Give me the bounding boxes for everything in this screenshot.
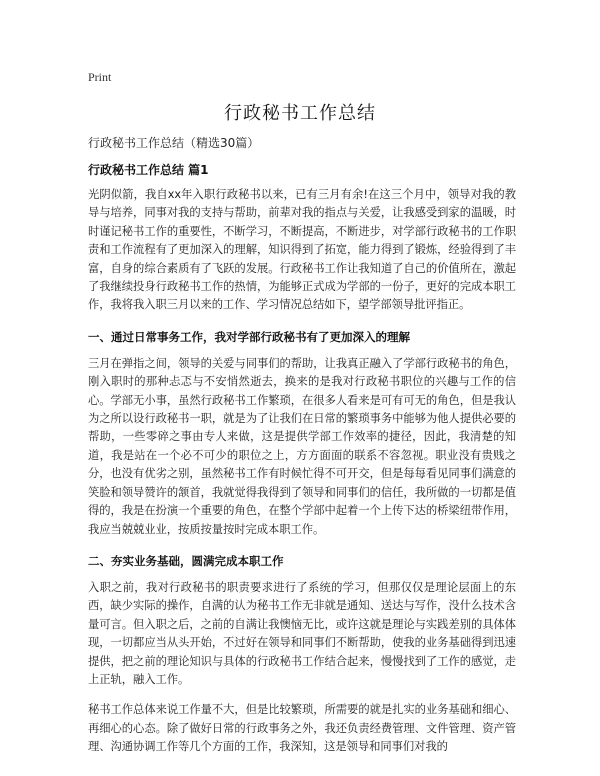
print-label: Print <box>88 70 112 84</box>
heading-two: 二、夯实业务基础，圆满完成本职工作 <box>88 553 284 568</box>
heading-one: 一、通过日常事务工作，我对学部行政秘书有了更加深入的理解 <box>88 329 410 344</box>
document-body <box>88 134 516 769</box>
section-title: 行政秘书工作总结 篇1 <box>88 163 209 177</box>
intro-paragraph: 光阴似箭，我自xx年入职行政秘书以来，已有三月有余!在这三个月中，领导对我的教导与培养，同事对我的支持与帮助，前辈对我的指点与关爱，让我感受到家的温暖，时时谨记秘书工作的重要性，不断学习，不断提高，不断进步，对学部行政秘书的工作职责和工作流程有了更加深入的理解，知识得到了拓宽，能力得到了锻炼，经验得到了丰富，自身的综合素质有了飞跃的发展。行政秘书工作让我知道了自己的价值所在，激起了我继续投身行政秘书工作的热情，为能够正式成为学部的一份子，更好的完成本职工作，我将我入职三月以来的工作、学习情况总结如下，望学部领导批评指正。 <box>88 188 516 312</box>
paragraph-one: 三月在弹指之间，领导的关爱与同事们的帮助，让我真正融入了学部行政秘书的角色，刚入职时的那种忐忑与不安悄然逝去，换来的是我对行政秘书职位的兴趣与工作的信心。学部无小事，虽然行政秘书工作繁琐，在很多人看来是可有可无的角色，但是我认为之所以设行政秘书一职，就是为了让我们在日常的繁琐事务中能够为他人提供必要的帮助，一些零碎之事由专人来做，这是提供学部工作效率的捷径，因此，我清楚的知道，我是站在一个必不可少的职位之上，方方面面的联系不容忽视。职业没有贵贱之分，也没有优劣之别，虽然秘书工作有时候忙得不可开交，但是每每看见同事们满意的笑脸和领导赞许的颔首，我就觉得我得到了领导和同事们的信任，我所做的一切都是值得的，我是在扮演一个重要的角色，在整个学部中起着一个上传下达的桥梁纽带作用，我应当兢兢业业，按质按量按时完成本职工作。 <box>88 356 516 536</box>
paragraph-three: 秘书工作总体来说工作量不大，但是比较繁琐，所需要的就是扎实的业务基础和细心、再细心的心态。除了做好日常的行政事务之外，我还负责经费管理、文件管理、资产管理、沟通协调工作等几个方面的工作，我深知，这是领导和同事们对我的 <box>88 703 516 754</box>
document-subtitle: 行政秘书工作总结（精选30篇） <box>88 136 260 150</box>
paragraph-two: 入职之前，我对行政秘书的职责要求进行了系统的学习，但那仅仅是理论层面上的东西，缺少实际的操作，自满的认为秘书工作无非就是通知、送达与写作，没什么技术含量可言。但入职之后，之前的自满让我懊恼无比，或许这就是理论与实践差别的具体体现，一切都应当从头开始，不过好在领导和同事们不断帮助，使我的业务基础得到迅速提供，把之前的理论知识与具体的行政秘书工作结合起来，慢慢找到了工作的感觉，走上正轨，融入工作。 <box>88 580 516 686</box>
page-title: 行政秘书工作总结 <box>224 103 376 124</box>
